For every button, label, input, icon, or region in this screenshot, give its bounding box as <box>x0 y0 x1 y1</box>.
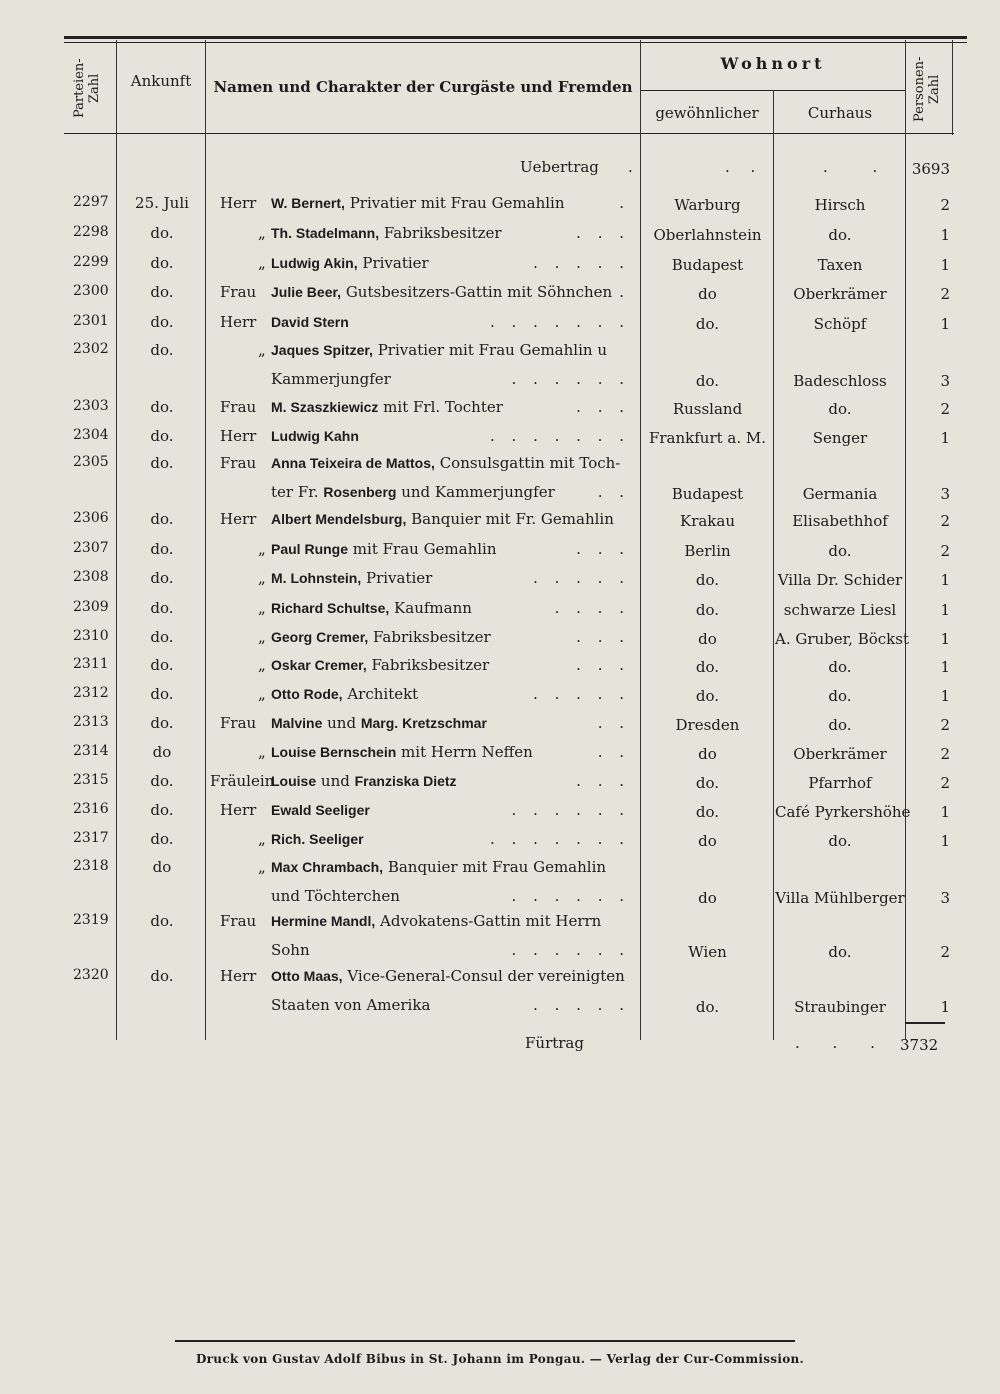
leader-dots: . <box>619 283 630 301</box>
arrival-date: do. <box>150 398 174 416</box>
party-number: 2315 <box>73 772 109 788</box>
person-count: 1 <box>940 256 950 274</box>
uebertrag-dots: . . <box>823 158 898 176</box>
home-town: do <box>698 745 717 763</box>
party-number: 2318 <box>73 858 109 874</box>
guest-name: Julie Beer, <box>271 284 342 300</box>
spa-lodging: Straubinger <box>794 997 886 1016</box>
guest-title: Frau <box>220 283 257 301</box>
guest-line <box>271 427 359 445</box>
home-town: do <box>698 630 717 648</box>
spa-lodging: do. <box>828 832 852 850</box>
spa-lodging: Café Pyrkershöhe <box>775 803 911 821</box>
guest-description: Kaufmann <box>394 599 472 617</box>
leader-dots: . . . . <box>554 599 630 617</box>
guest-title: „ <box>258 599 266 617</box>
spa-lodging: Taxen <box>817 256 863 274</box>
leader-dots: . . . . . <box>533 685 630 703</box>
arrival-date: 25. Juli <box>135 194 189 212</box>
header-ankunft: Ankunft <box>130 72 192 90</box>
guest-name: M. Szaszkiewicz <box>271 399 379 415</box>
leader-dots: . . . <box>576 224 630 242</box>
table-row <box>0 772 1000 802</box>
spa-lodging: Senger <box>812 429 868 447</box>
person-count: 3 <box>940 888 950 907</box>
leader-dots: . . <box>597 743 630 761</box>
leader-dots: . . . . . . <box>511 940 630 959</box>
arrival-date: do. <box>150 628 174 646</box>
party-number: 2317 <box>73 830 109 846</box>
home-town: Russland <box>672 400 743 418</box>
person-count: 1 <box>940 687 950 705</box>
guest-name: Rosenberg <box>323 483 397 500</box>
table-row <box>0 313 1000 343</box>
spa-lodging: Schöpf <box>813 315 867 333</box>
party-number: 2314 <box>73 743 109 759</box>
leader-dots: . . . <box>576 772 630 790</box>
guest-line <box>271 772 457 790</box>
guest-line <box>271 454 620 472</box>
guest-name: Louise <box>271 773 317 789</box>
guest-title: „ <box>258 628 266 646</box>
table-row <box>0 254 1000 284</box>
header-wohnort: Wohnort <box>720 54 826 73</box>
guest-description: mit Frau Gemahlin <box>352 540 497 558</box>
guest-name: M. Lohnstein, <box>271 570 362 586</box>
uebertrag-dots: . . <box>725 158 764 176</box>
guest-name: Ludwig Kahn <box>271 428 359 444</box>
party-number: 2299 <box>73 254 109 270</box>
footer-rule <box>175 1340 795 1342</box>
guest-description: Architekt <box>347 685 419 703</box>
table-row <box>0 912 1000 961</box>
party-number: 2313 <box>73 714 109 730</box>
spa-lodging: do. <box>828 658 852 676</box>
person-count: 3 <box>940 484 950 503</box>
home-town: do <box>698 832 717 850</box>
party-number: 2312 <box>73 685 109 701</box>
guest-title: Herr <box>220 313 257 331</box>
person-count: 2 <box>940 400 950 418</box>
person-count: 1 <box>940 997 950 1016</box>
arrival-date: do. <box>150 313 174 331</box>
guest-title: Herr <box>220 801 257 819</box>
guest-name: Hermine Mandl, <box>271 913 376 929</box>
arrival-date: do. <box>150 341 174 359</box>
guest-title: Frau <box>220 714 257 732</box>
spa-lodging: A. Gruber, Böckst <box>775 630 909 648</box>
guest-title: „ <box>258 685 266 703</box>
party-number: 2306 <box>73 510 109 526</box>
leader-dots: . . . <box>576 656 630 674</box>
continuation-text: ter Fr. <box>271 482 319 501</box>
home-town: do. <box>695 774 720 792</box>
guest-description: und <box>327 714 357 732</box>
person-count: 2 <box>940 745 950 763</box>
table-row <box>0 398 1000 428</box>
arrival-date: do. <box>150 224 174 242</box>
leader-dots: . . <box>597 482 630 501</box>
home-town: do <box>698 285 717 303</box>
guest-name: David Stern <box>271 314 349 330</box>
party-number: 2319 <box>73 912 109 928</box>
person-count: 2 <box>940 716 950 734</box>
leader-dots: . . <box>597 714 630 732</box>
guest-title: Fräulein <box>210 772 275 790</box>
leader-dots: . . . . . <box>533 995 630 1014</box>
guest-name-second: Franziska Dietz <box>354 773 457 789</box>
arrival-date: do. <box>150 254 174 272</box>
guest-name: Richard Schultse, <box>271 600 390 616</box>
sum-rule <box>905 1022 945 1024</box>
guest-title: Herr <box>220 427 257 445</box>
guest-description: Banquier mit Frau Gemahlin <box>387 858 607 876</box>
person-count: 1 <box>940 630 950 648</box>
arrival-date: do. <box>150 830 174 848</box>
guest-line <box>271 830 364 848</box>
guest-title: Herr <box>220 510 257 528</box>
arrival-date: do. <box>150 569 174 587</box>
home-town: Budapest <box>671 256 744 274</box>
guest-name: Otto Rode, <box>271 686 343 702</box>
arrival-date: do. <box>150 540 174 558</box>
guest-name: Georg Cremer, <box>271 629 369 645</box>
guest-title: „ <box>258 224 266 242</box>
party-number: 2305 <box>73 454 109 470</box>
uebertrag-dots: . <box>628 158 633 176</box>
guest-line <box>271 858 606 876</box>
column-line <box>952 40 953 135</box>
guest-title: Frau <box>220 912 257 930</box>
arrival-date: do. <box>150 656 174 674</box>
party-number: 2304 <box>73 427 109 443</box>
guest-title: Herr <box>220 967 257 985</box>
table-row <box>0 858 1000 907</box>
table-row <box>0 224 1000 254</box>
guest-description: Privatier mit Frau Gemahlin u <box>377 341 607 359</box>
guest-description: Privatier <box>366 569 433 587</box>
guest-title: „ <box>258 254 266 272</box>
arrival-date: do. <box>150 967 174 985</box>
guest-continuation: Staaten von Amerika <box>271 995 431 1014</box>
guest-name: Rich. Seeliger <box>271 831 364 847</box>
leader-dots: . . . <box>576 628 630 646</box>
table-row <box>0 341 1000 390</box>
home-town: do. <box>695 997 720 1016</box>
table-row <box>0 967 1000 1016</box>
arrival-date: do. <box>150 510 174 528</box>
person-count: 2 <box>940 542 950 560</box>
arrival-date: do. <box>150 714 174 732</box>
guest-continuation: Kammerjungfer <box>271 369 391 388</box>
spa-lodging: Pfarrhof <box>808 774 872 792</box>
party-number: 2316 <box>73 801 109 817</box>
home-town: Krakau <box>679 512 735 530</box>
continuation-text: und Kammerjungfer <box>401 482 555 501</box>
home-town: do. <box>695 371 720 390</box>
guest-title: „ <box>258 743 266 761</box>
guest-description: Fabriksbesitzer <box>371 656 490 674</box>
home-town: Oberlahnstein <box>653 226 762 244</box>
guest-name: Malvine <box>271 715 323 731</box>
party-number: 2309 <box>73 599 109 615</box>
guest-line <box>271 685 418 703</box>
guest-description: Advokatens-Gattin mit Herrn <box>380 912 602 930</box>
guest-description: Vice-General-Consul der vereinigten <box>347 967 625 985</box>
leader-dots: . . . . . <box>533 569 630 587</box>
person-count: 2 <box>940 774 950 792</box>
guest-line <box>271 801 370 819</box>
person-count: 1 <box>940 315 950 333</box>
home-town: do. <box>695 687 720 705</box>
party-number: 2298 <box>73 224 109 240</box>
guest-name-second: Marg. Kretzschmar <box>360 715 487 731</box>
table-row <box>0 510 1000 540</box>
leader-dots: . <box>619 194 630 212</box>
guest-line <box>271 313 349 331</box>
home-town: Warburg <box>674 196 741 214</box>
spa-lodging: do. <box>828 942 852 961</box>
arrival-date: do. <box>150 599 174 617</box>
person-count: 2 <box>940 942 950 961</box>
guest-name: Ewald Seeliger <box>271 802 370 818</box>
spa-lodging: Germania <box>802 484 878 503</box>
guest-name: Jaques Spitzer, <box>271 342 373 358</box>
uebertrag-value: 3693 <box>911 160 950 178</box>
person-count: 1 <box>940 226 950 244</box>
top-rule <box>64 36 967 39</box>
arrival-date: do. <box>150 801 174 819</box>
fuertrag-value: 3732 <box>900 1036 939 1054</box>
guest-title: „ <box>258 858 266 876</box>
table-row <box>0 454 1000 503</box>
home-town: do. <box>695 315 720 333</box>
home-town: Berlin <box>684 542 731 560</box>
table-row <box>0 743 1000 773</box>
guest-description: und <box>320 772 350 790</box>
guest-name: Paul Runge <box>271 541 349 557</box>
imprint: Druck von Gustav Adolf Bibus in St. Johann im Pongau. — Verlag der Cur-Commission. <box>195 1352 805 1366</box>
home-town: Budapest <box>671 484 744 503</box>
spa-lodging: Hirsch <box>814 196 866 214</box>
header-curhaus: Curhaus <box>807 104 873 122</box>
home-town: do. <box>695 658 720 676</box>
party-number: 2301 <box>73 313 109 329</box>
table-row <box>0 540 1000 570</box>
guest-title: Frau <box>220 398 257 416</box>
guest-title: „ <box>258 341 266 359</box>
guest-name: Ludwig Akin, <box>271 255 358 271</box>
arrival-date: do. <box>150 685 174 703</box>
guest-description: Gutsbesitzers-Gattin mit Söhnchen <box>345 283 613 301</box>
person-count: 2 <box>940 285 950 303</box>
table-row <box>0 569 1000 599</box>
person-count: 3 <box>940 371 950 390</box>
fuertrag-dots: . . . <box>795 1034 889 1052</box>
spa-lodging: do. <box>828 716 852 734</box>
person-count: 1 <box>940 601 950 619</box>
guest-line <box>271 912 601 930</box>
person-count: 1 <box>940 803 950 821</box>
guest-description: Consulsgattin mit Toch- <box>439 454 621 472</box>
table-row <box>0 685 1000 715</box>
party-number: 2300 <box>73 283 109 299</box>
person-count: 2 <box>940 512 950 530</box>
leader-dots: . . . . . . . <box>490 313 630 331</box>
header-parteien: Parteien-Zahl <box>72 58 102 118</box>
guest-name: Otto Maas, <box>271 968 343 984</box>
guest-title: „ <box>258 830 266 848</box>
spa-lodging: do. <box>828 687 852 705</box>
guest-name: Anna Teixeira de Mattos, <box>271 455 435 471</box>
home-town: Frankfurt a. M. <box>648 429 767 447</box>
table-row <box>0 599 1000 629</box>
party-number: 2302 <box>73 341 109 357</box>
party-number: 2307 <box>73 540 109 556</box>
spa-lodging: Villa Mühlberger <box>775 888 905 907</box>
guest-line <box>271 967 625 985</box>
header-personen: Personen-Zahl <box>912 56 942 122</box>
table-row <box>0 194 1000 224</box>
top-rule-thin <box>64 42 967 43</box>
guest-name: Max Chrambach, <box>271 859 384 875</box>
guest-description: mit Herrn Neffen <box>401 743 533 761</box>
guest-title: „ <box>258 569 266 587</box>
guest-continuation: und Töchterchen <box>271 886 400 905</box>
party-number: 2303 <box>73 398 109 414</box>
guest-name: W. Bernert, <box>271 195 345 211</box>
header-gewoehnlicher: gewöhnlicher <box>655 104 759 122</box>
guest-description: Banquier mit Fr. Gemahlin <box>411 510 614 528</box>
guest-line <box>271 510 614 528</box>
party-number: 2310 <box>73 628 109 644</box>
leader-dots: . . . . . . <box>511 801 630 819</box>
spa-lodging: Badeschloss <box>793 371 887 390</box>
guest-description: mit Frl. Tochter <box>383 398 503 416</box>
guest-continuation: Sohn <box>271 940 310 959</box>
leader-dots: . . . . . <box>533 254 630 272</box>
guest-title: „ <box>258 540 266 558</box>
home-town: Dresden <box>675 716 740 734</box>
spa-lodging: Oberkrämer <box>793 745 887 763</box>
spa-lodging: do. <box>828 226 852 244</box>
spa-lodging: do. <box>828 542 852 560</box>
spa-lodging: Villa Dr. Schider <box>777 571 903 589</box>
arrival-date: do. <box>150 912 174 930</box>
spa-lodging: do. <box>828 400 852 418</box>
table-row <box>0 427 1000 457</box>
guest-name: Th. Stadelmann, <box>271 225 380 241</box>
leader-dots: . . . . . . . <box>490 427 630 445</box>
person-count: 1 <box>940 832 950 850</box>
party-number: 2311 <box>73 656 109 672</box>
home-town: do <box>698 888 717 907</box>
leader-dots: . . . . . . <box>511 886 630 905</box>
leader-dots: . . . . . . . <box>490 830 630 848</box>
guest-description: Fabriksbesitzer <box>373 628 491 646</box>
home-town: do. <box>695 571 720 589</box>
header-bottom-rule <box>64 133 954 134</box>
arrival-date: do. <box>150 427 174 445</box>
party-number: 2320 <box>73 967 109 983</box>
spa-lodging: schwarze Liesl <box>783 601 897 619</box>
table-row <box>0 628 1000 658</box>
arrival-date: do. <box>150 283 174 301</box>
home-town: Wien <box>688 942 727 961</box>
guest-title: „ <box>258 656 266 674</box>
guest-description: Fabriksbesitzer <box>383 224 502 242</box>
guest-line <box>271 341 607 359</box>
party-number: 2297 <box>73 194 109 210</box>
table-row <box>0 830 1000 860</box>
guest-name: Oskar Cremer, <box>271 657 367 673</box>
header-namen: Namen und Charakter der Curgäste und Fremden <box>213 78 633 96</box>
person-count: 1 <box>940 429 950 447</box>
guest-description: Privatier mit Frau Gemahlin <box>349 194 565 212</box>
table-row <box>0 283 1000 313</box>
table-row <box>0 714 1000 744</box>
spa-lodging: Oberkrämer <box>793 285 887 303</box>
leader-dots: . . . <box>576 398 630 416</box>
person-count: 1 <box>940 571 950 589</box>
guest-name: Louise Bernschein <box>271 744 397 760</box>
spa-lodging: Elisabethhof <box>792 512 888 530</box>
arrival-date: do. <box>150 772 174 790</box>
home-town: do. <box>695 803 720 821</box>
arrival-date: do. <box>150 454 174 472</box>
arrival-date: do <box>152 743 172 761</box>
guest-line <box>271 569 432 587</box>
guest-title: Herr <box>220 194 257 212</box>
fuertrag-label: Fürtrag <box>525 1034 584 1052</box>
guest-line <box>271 254 429 272</box>
person-count: 2 <box>940 196 950 214</box>
uebertrag-label: Uebertrag <box>520 158 599 176</box>
arrival-date: do <box>152 858 172 876</box>
guest-title: Frau <box>220 454 257 472</box>
home-town: do. <box>695 601 720 619</box>
table-row <box>0 801 1000 831</box>
leader-dots: . . . <box>576 540 630 558</box>
guest-description: Privatier <box>362 254 429 272</box>
guest-name: Albert Mendelsburg, <box>271 511 407 527</box>
party-number: 2308 <box>73 569 109 585</box>
leader-dots: . . . . . . <box>511 369 630 388</box>
table-row <box>0 656 1000 686</box>
person-count: 1 <box>940 658 950 676</box>
